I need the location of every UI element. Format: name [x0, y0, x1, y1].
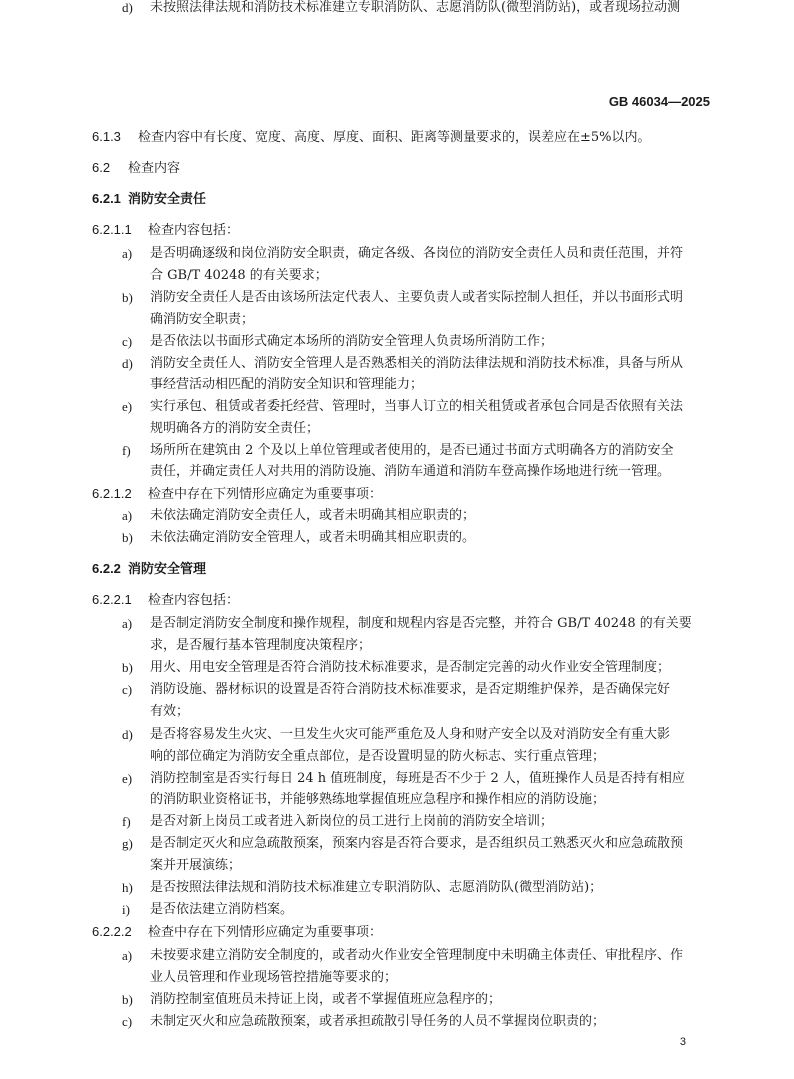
- list-item-text: 的消防职业资格证书，并能够熟练地掌握值班应急程序和操作相应的消防设施；: [150, 792, 606, 807]
- list-item-marker: b): [122, 290, 133, 305]
- list-item-marker: a): [122, 616, 133, 631]
- list-item-text: 责任，并确定责任人对共用的消防设施、消防车通道和消防车登高操作场地进行统一管理。: [150, 464, 671, 479]
- page-number: 3: [679, 1036, 686, 1048]
- clause-line: [92, 486, 710, 503]
- list-item-text: 场所所在建筑由 2 个及以上单位管理或者使用的，是否已通过书面方式明确各方的消防安全: [150, 443, 674, 458]
- list-item-text: 有效；: [150, 704, 190, 719]
- clause-line: [92, 924, 710, 941]
- section-heading: [92, 160, 710, 177]
- list-item-text: 消防控制室值班员未持证上岗，或者不掌握值班应急程序的；: [150, 992, 502, 1007]
- clause-number: 6.2: [92, 160, 111, 175]
- list-item-text: 合 GB/T 40248 的有关要求；: [150, 268, 328, 283]
- clause-text: 检查中存在下列情形应确定为重要事项：: [148, 487, 383, 502]
- list-item-marker: e): [122, 399, 133, 414]
- section-heading: [92, 561, 710, 578]
- list-item-text: 是否对新上岗员工或者进入新岗位的员工进行上岗前的消防安全培训；: [150, 814, 554, 829]
- list-item-marker: d): [122, 356, 133, 371]
- clause-line: [92, 592, 710, 609]
- list-item-text: 消防控制室是否实行每日 24 h 值班制度，每班是否不少于 2 人，值班操作人员是否持有相应: [150, 771, 685, 786]
- standard-number: GB 46034—2025: [608, 94, 710, 109]
- list-item-marker: d): [122, 0, 133, 15]
- list-item-text: 未依法确定消防安全责任人，或者未明确其相应职责的；: [150, 508, 476, 523]
- section-heading: [92, 191, 710, 208]
- list-item-marker: e): [122, 771, 133, 786]
- clause-number: 6.2.2.1: [92, 592, 132, 607]
- list-item-text: 求，是否履行基本管理制度决策程序；: [150, 638, 372, 653]
- list-item-text: 是否制定消防安全制度和操作规程，制度和规程内容是否完整，并符合 GB/T 40248 的有关要: [150, 616, 692, 631]
- list-item-text: 是否依法以书面形式确定本场所的消防安全管理人负责场所消防工作；: [150, 334, 554, 349]
- list-item-text: 确消防安全职责；: [150, 312, 255, 327]
- list-item-text: 消防安全责任人是否由该场所法定代表人、主要负责人或者实际控制人担任，并以书面形式明: [150, 290, 684, 305]
- list-item-text: 未按照法律法规和消防技术标准建立专职消防队、志愿消防队(微型消防站)，或者现场拉动测: [150, 0, 681, 15]
- list-item-text: 规明确各方的消防安全责任；: [150, 421, 320, 436]
- list-item-marker: g): [122, 836, 133, 851]
- clause-text: 检查内容中有长度、宽度、高度、厚度、面积、距离等测量要求的，误差应在±5%以内。: [138, 130, 651, 145]
- list-item-marker: c): [122, 1014, 133, 1029]
- section-title: 消防安全管理: [128, 562, 207, 577]
- clause-number: 6.2.2.2: [92, 924, 132, 939]
- list-item-text: 消防安全责任人、消防安全管理人是否熟悉相关的消防法律法规和消防技术标准，具备与所从: [150, 356, 684, 371]
- clause-text: 检查中存在下列情形应确定为重要事项：: [148, 925, 383, 940]
- list-item-marker: i): [122, 902, 130, 917]
- list-item-marker: d): [122, 727, 133, 742]
- clause-number: 6.2.1: [92, 191, 121, 206]
- section-title: 检查内容: [128, 161, 181, 176]
- list-item-text: 是否按照法律法规和消防技术标准建立专职消防队、志愿消防队(微型消防站)；: [150, 880, 603, 895]
- list-item-text: 响的部位确定为消防安全重点部位，是否设置明显的防火标志、实行重点管理；: [150, 749, 606, 764]
- list-item-text: 是否依法建立消防档案。: [150, 902, 294, 917]
- clause-line: [92, 222, 710, 239]
- section-title: 消防安全责任: [128, 192, 207, 207]
- list-item-text: 实行承包、租赁或者委托经营、管理时，当事人订立的相关租赁或者承包合同是否依照有关法: [150, 399, 684, 414]
- list-item-text: 用火、用电安全管理是否符合消防技术标准要求，是否制定完善的动火作业安全管理制度；: [150, 660, 671, 675]
- clause-number: 6.2.2: [92, 561, 121, 576]
- list-item-text: 事经营活动相匹配的消防安全知识和管理能力；: [150, 377, 424, 392]
- list-item-marker: a): [122, 948, 133, 963]
- clause-number: 6.1.3: [92, 129, 121, 144]
- list-item-marker: b): [122, 660, 133, 675]
- list-item-text: 业人员管理和作业现场管控措施等要求的；: [150, 970, 398, 985]
- list-item-text: 未依法确定消防安全管理人，或者未明确其相应职责的。: [150, 530, 476, 545]
- list-item-marker: f): [122, 814, 131, 829]
- list-item-marker: f): [122, 443, 131, 458]
- list-item-text: 是否制定灭火和应急疏散预案，预案内容是否符合要求，是否组织员工熟悉灭火和应急疏散预: [150, 836, 684, 851]
- list-item-marker: a): [122, 508, 133, 523]
- list-item-text: 未制定灭火和应急疏散预案，或者承担疏散引导任务的人员不掌握岗位职责的；: [150, 1014, 606, 1029]
- list-item-text: 未按要求建立消防安全制度的，或者动火作业安全管理制度中未明确主体责任、审批程序、作: [150, 948, 684, 963]
- list-item-text: 是否将容易发生火灾、一旦发生火灾可能严重危及人身和财产安全以及对消防安全有重大影: [150, 727, 671, 742]
- list-item-marker: c): [122, 682, 133, 697]
- clause-text: 检查内容包括：: [148, 593, 240, 608]
- list-item-text: 消防设施、器材标识的设置是否符合消防技术标准要求，是否定期维护保养，是否确保完好: [150, 682, 671, 697]
- list-item-text: 是否明确逐级和岗位消防安全职责，确定各级、各岗位的消防安全责任人员和责任范围，并符: [150, 246, 684, 261]
- list-item-marker: b): [122, 992, 133, 1007]
- list-item-marker: c): [122, 334, 133, 349]
- list-item-marker: h): [122, 880, 133, 895]
- clause-number: 6.2.1.1: [92, 222, 132, 237]
- clause-number: 6.2.1.2: [92, 486, 132, 501]
- clause-text: 检查内容包括：: [148, 223, 240, 238]
- clause-line: [92, 129, 710, 146]
- list-item-marker: a): [122, 246, 133, 261]
- list-item-text: 案并开展演练；: [150, 858, 242, 873]
- list-item-marker: b): [122, 530, 133, 545]
